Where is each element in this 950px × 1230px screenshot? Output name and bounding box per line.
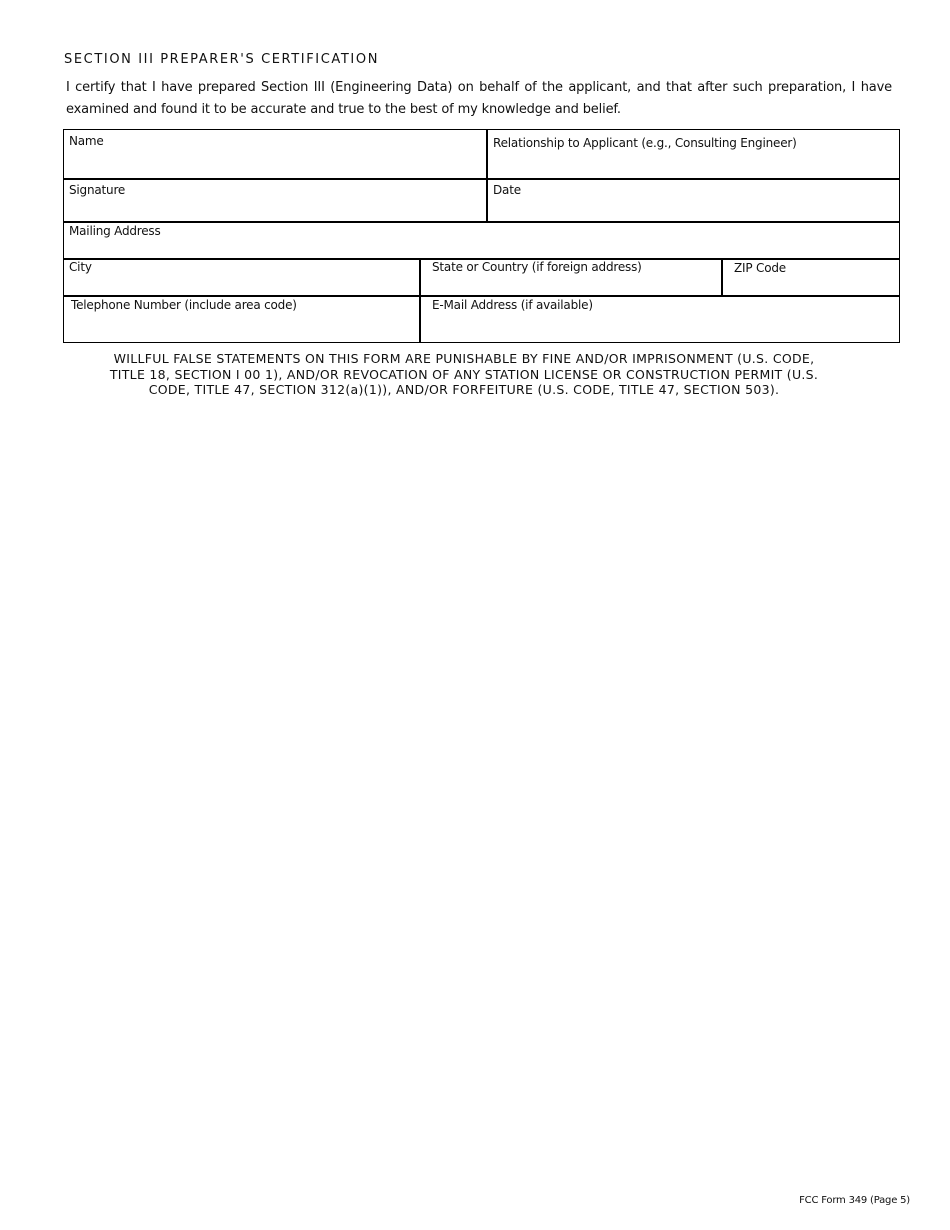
certification-statement: I certify that I have prepared Section III (Engineering Data) on behalf of the applicant, and that after such preparation, I have examined and found it to be accurate and true to the best of my knowledge and belief.	[66, 80, 892, 117]
signature-label: Signature	[69, 183, 126, 197]
city-label: City	[69, 260, 92, 274]
name-label: Name	[69, 134, 104, 148]
signature-field[interactable]	[64, 180, 486, 221]
mailing-address-label: Mailing Address	[69, 224, 161, 238]
warning-line: WILLFUL FALSE STATEMENTS ON THIS FORM ARE PUNISHABLE BY FINE AND/OR IMPRISONMENT (U.S. CODE,	[113, 351, 815, 366]
state-country-field[interactable]	[421, 260, 721, 295]
mailing-address-field[interactable]	[64, 223, 899, 258]
city-field[interactable]	[64, 260, 419, 295]
penalty-warning	[64, 351, 864, 398]
telephone-label: Telephone Number (include area code)	[71, 298, 297, 312]
warning-line: CODE, TITLE 47, SECTION 312(a)(1)), AND/OR FORFEITURE (U.S. CODE, TITLE 47, SECTION 503).	[148, 382, 780, 397]
relationship-label: Relationship to Applicant (e.g., Consulting Engineer)	[493, 136, 797, 150]
email-label: E-Mail Address (if available)	[432, 298, 593, 312]
relationship-field[interactable]	[488, 130, 899, 178]
zip-code-label: ZIP Code	[734, 261, 786, 275]
date-label: Date	[493, 183, 521, 197]
preparer-form	[63, 129, 900, 343]
state-country-label: State or Country (if foreign address)	[432, 260, 642, 274]
section-title: SECTION III PREPARER'S CERTIFICATION	[64, 52, 380, 67]
name-field[interactable]	[64, 130, 486, 178]
zip-code-field[interactable]	[723, 260, 899, 295]
date-field[interactable]	[488, 180, 899, 221]
telephone-field[interactable]	[64, 297, 419, 342]
warning-line: TITLE 18, SECTION I 00 1), AND/OR REVOCATION OF ANY STATION LICENSE OR CONSTRUCTION PERMIT (U.S.	[109, 366, 819, 382]
form-page-footer: FCC Form 349 (Page 5)	[799, 1195, 910, 1206]
email-field[interactable]	[421, 297, 899, 342]
